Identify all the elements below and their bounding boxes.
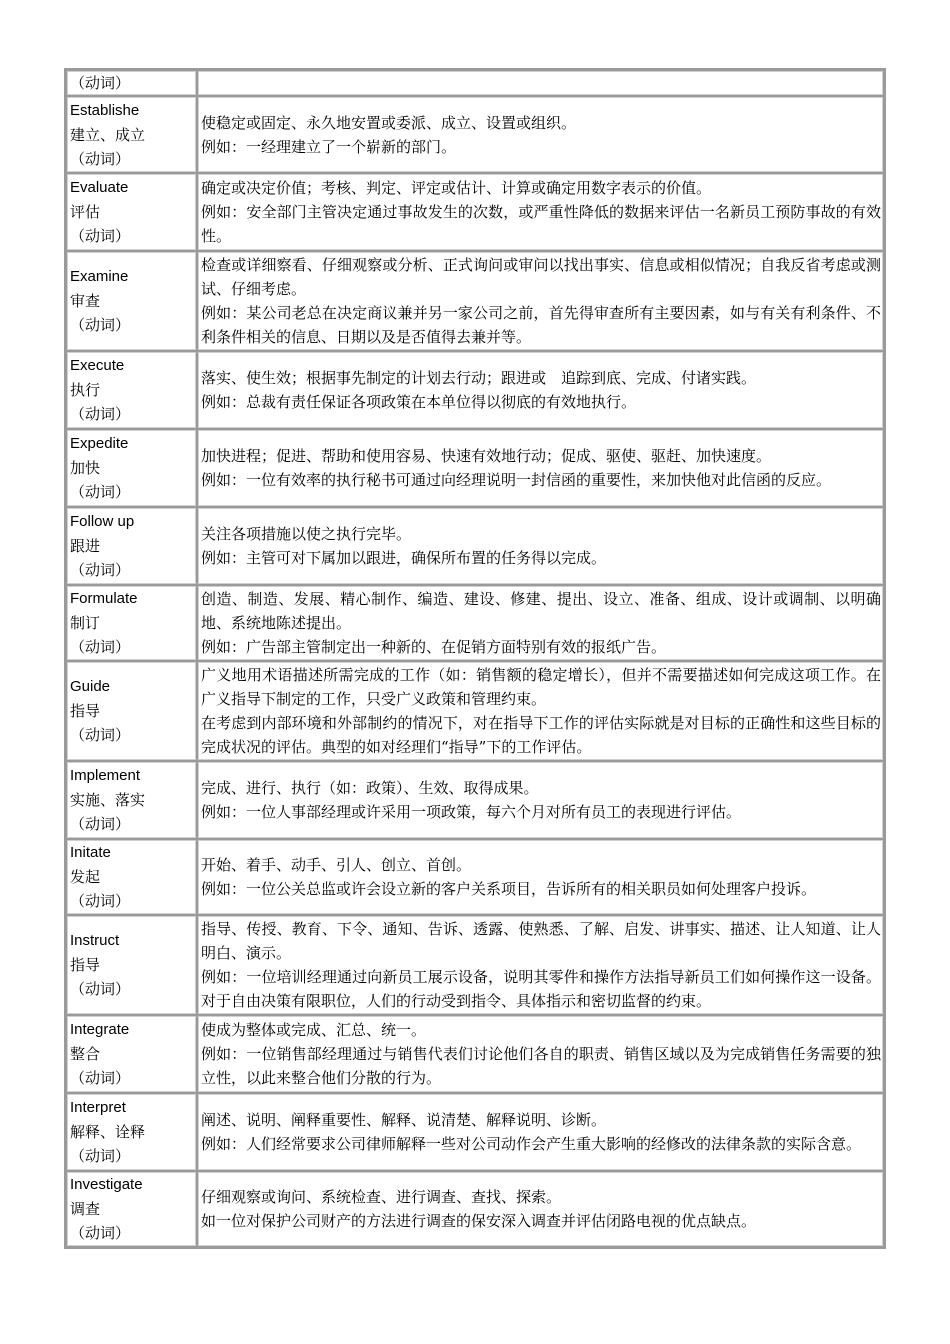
example-text: 例如：安全部门主管决定通过事故发生的次数，或严重性降低的数据来评估一名新员工预防事故的有效性。 [201, 203, 881, 245]
definition-text: 广义地用术语描述所需完成的工作（如：销售额的稳定增长），但并不需要描述如何完成这项工作。在广义指导下制定的工作，只受广义政策和管理约束。 [201, 666, 881, 708]
definition-text: 关注各项措施以使之执行完毕。 [201, 525, 412, 543]
part-of-speech: （动词） [70, 980, 131, 998]
part-of-speech: （动词） [70, 1147, 131, 1165]
table-row [66, 351, 884, 429]
term-cell [66, 915, 197, 1015]
definition-text: 指导、传授、教育、下令、通知、告诉、透露、使熟悉、了解、启发、讲事实、描述、让人知道、让人明白、演示。 [201, 920, 881, 962]
definition-text: 开始、着手、动手、引人、创立、首创。 [201, 856, 472, 874]
example-text: 在考虑到内部环境和外部制约的情况下，对在指导下工作的评估实际就是对目标的正确性和这些目标的完成状况的评估。典型的如对经理们“指导”下的工作评估。 [201, 714, 881, 756]
example-text: 例如：一位公关总监或许会设立新的客户关系项目，告诉所有的相关职员如何处理客户投诉。 [201, 880, 817, 898]
definition-text: 检查或详细察看、仔细观察或分析、正式询问或审问以找出事实、信息或相似情况；自我反省考虑或测试、仔细考虑。 [201, 256, 881, 298]
term-english: Implement [70, 767, 141, 784]
term-cell [66, 1093, 197, 1171]
table-body [66, 70, 884, 1247]
example-text: 例如：人们经常要求公司律师解释一些对公司动作会产生重大影响的经修改的法律条款的实际含意。 [201, 1135, 862, 1153]
table-row [66, 915, 884, 1015]
term-cell [66, 661, 197, 761]
verb-definition-table [64, 68, 886, 1249]
term-english: Evaluate [70, 179, 129, 196]
part-of-speech: （动词） [70, 149, 131, 168]
term-chinese: 解释、诠释 [70, 1123, 146, 1141]
definition-cell [197, 96, 884, 173]
term-chinese: 指导 [70, 956, 101, 974]
part-of-speech: （动词） [70, 483, 131, 501]
example-text: 例如：一位有效率的执行秘书可通过向经理说明一封信函的重要性，来加快他对此信函的反应。 [201, 471, 832, 489]
term-english: Integrate [70, 1021, 130, 1038]
example-text: 例如：一位人事部经理或许采用一项政策，每六个月对所有员工的表现进行评估。 [201, 803, 742, 821]
term-chinese: 建立、成立 [70, 125, 146, 144]
definition-text: 落实、使生效；根据事先制定的计划去行动；跟进或 追踪到底、完成、付诸实践。 [201, 369, 757, 387]
term-cell [66, 1171, 197, 1247]
term-chinese: 审查 [70, 292, 101, 310]
table-row [66, 507, 884, 585]
table-row [66, 1093, 884, 1171]
term-cell [66, 96, 197, 173]
term-cell [66, 761, 197, 839]
term-chinese: 加快 [70, 459, 101, 477]
term-chinese: 制订 [70, 614, 101, 632]
term-cell [66, 585, 197, 661]
example-text: 例如：一经理建立了一个崭新的部门。 [201, 137, 457, 156]
part-of-speech: （动词） [70, 74, 131, 92]
example-text: 例如：广告部主管制定出一种新的、在促销方面特别有效的报纸广告。 [201, 638, 667, 656]
definition-text: 确定或决定价值；考核、判定、评定或估计、计算或确定用数字表示的价值。 [201, 179, 712, 197]
term-english: Initate [70, 844, 111, 861]
definition-text: 使稳定或固定、永久地安置或委派、成立、设置或组织。 [201, 113, 577, 132]
example-text: 例如：某公司老总在决定商议兼并另一家公司之前，首先得审查所有主要因素，如与有关有利条件、不利条件相关的信息、日期以及是否值得去兼并等。 [201, 304, 881, 346]
definition-text: 使成为整体或完成、汇总、统一。 [201, 1021, 427, 1039]
table-row [66, 429, 884, 507]
term-cell [66, 70, 197, 96]
term-cell [66, 173, 197, 251]
term-cell [66, 839, 197, 915]
term-chinese: 执行 [70, 381, 101, 399]
term-english: Investigate [70, 1176, 143, 1193]
term-english: Examine [70, 268, 129, 285]
term-chinese: 评估 [70, 203, 101, 221]
example-text: 例如：总裁有责任保证各项政策在本单位得以彻底的有效地执行。 [201, 393, 637, 411]
definition-cell [197, 1015, 884, 1093]
term-chinese: 调查 [70, 1200, 101, 1218]
definition-text: 仔细观察或询问、系统检查、进行调查、查找、探索。 [201, 1188, 562, 1206]
part-of-speech: （动词） [70, 1069, 131, 1087]
part-of-speech: （动词） [70, 638, 131, 656]
term-english: Execute [70, 357, 125, 374]
definition-cell [197, 661, 884, 761]
example-text: 例如：主管可对下属加以跟进，确保所布置的任务得以完成。 [201, 549, 607, 567]
table-row [66, 761, 884, 839]
part-of-speech: （动词） [70, 815, 131, 833]
definition-cell [197, 173, 884, 251]
table-row [66, 173, 884, 251]
part-of-speech: （动词） [70, 1224, 131, 1242]
term-cell [66, 351, 197, 429]
example-text: 例如：一位销售部经理通过与销售代表们讨论他们各自的职责、销售区域以及为完成销售任务需要的独立性，以此来整合他们分散的行为。 [201, 1045, 881, 1087]
definition-cell [197, 1093, 884, 1171]
part-of-speech: （动词） [70, 726, 131, 744]
table-row [66, 1015, 884, 1093]
term-cell [66, 1015, 197, 1093]
term-english: Establishe [70, 101, 140, 119]
definition-cell [197, 585, 884, 661]
part-of-speech: （动词） [70, 892, 131, 910]
definition-cell [197, 839, 884, 915]
definition-cell [197, 915, 884, 1015]
term-chinese: 整合 [70, 1045, 101, 1063]
term-chinese: 发起 [70, 868, 101, 886]
example-text: 例如：一位培训经理通过向新员工展示设备，说明其零件和操作方法指导新员工们如何操作这一设备。对于自由决策有限职位，人们的行动受到指令、具体指示和密切监督的约束。 [201, 968, 881, 1010]
part-of-speech: （动词） [70, 227, 131, 245]
example-text: 如一位对保护公司财产的方法进行调查的保安深入调查并评估闭路电视的优点缺点。 [201, 1212, 757, 1230]
definition-cell [197, 251, 884, 351]
term-english: Follow up [70, 513, 135, 530]
definition-cell [197, 351, 884, 429]
part-of-speech: （动词） [70, 316, 131, 334]
definition-cell [197, 70, 884, 96]
table-row [66, 251, 884, 351]
definition-cell [197, 429, 884, 507]
definition-cell [197, 761, 884, 839]
term-english: Expedite [70, 435, 129, 452]
table-row [66, 70, 884, 96]
table-row [66, 96, 884, 173]
term-cell [66, 507, 197, 585]
term-chinese: 实施、落实 [70, 791, 146, 809]
term-chinese: 跟进 [70, 537, 101, 555]
term-cell [66, 429, 197, 507]
term-english: Interpret [70, 1099, 126, 1116]
part-of-speech: （动词） [70, 405, 131, 423]
part-of-speech: （动词） [70, 561, 131, 579]
definition-text: 创造、制造、发展、精心制作、编造、建设、修建、提出、设立、准备、组成、设计或调制、以明确地、系统地陈述提出。 [201, 590, 881, 632]
definition-cell [197, 1171, 884, 1247]
definition-text: 完成、进行、执行（如：政策）、生效、取得成果。 [201, 779, 539, 797]
table-row [66, 585, 884, 661]
term-chinese: 指导 [70, 702, 101, 720]
definition-text: 阐述、说明、阐释重要性、解释、说清楚、解释说明、诊断。 [201, 1111, 607, 1129]
table-row [66, 661, 884, 761]
term-english: Instruct [70, 932, 120, 949]
table-row [66, 1171, 884, 1247]
table-row [66, 839, 884, 915]
definition-cell [197, 507, 884, 585]
term-cell [66, 251, 197, 351]
definition-text: 加快进程；促进、帮助和使用容易、快速有效地行动；促成、驱使、驱赶、加快速度。 [201, 447, 772, 465]
term-english: Formulate [70, 590, 138, 607]
term-english: Guide [70, 678, 111, 695]
